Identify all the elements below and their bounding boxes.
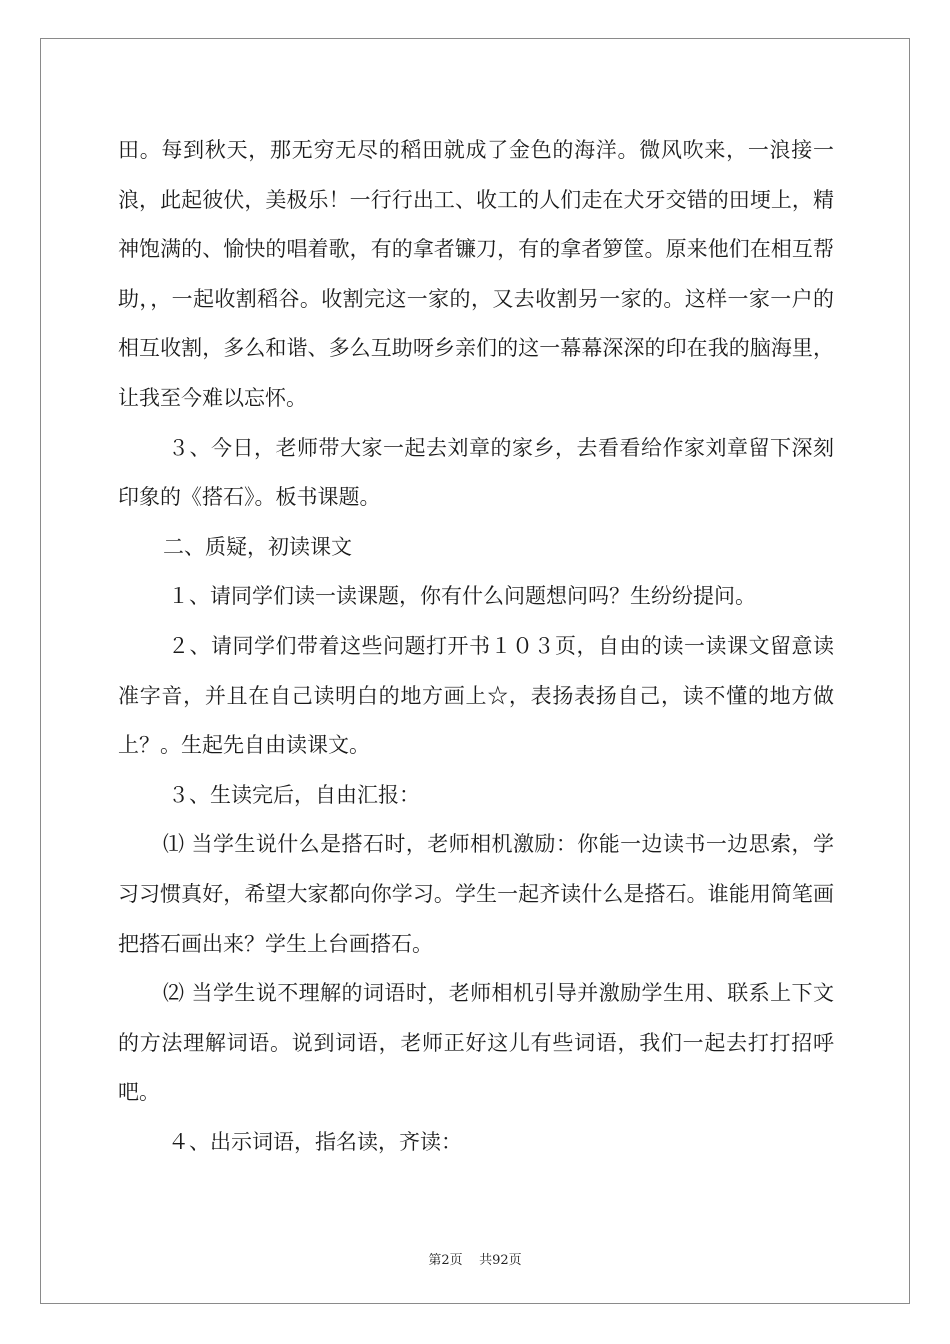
page-number: 第2页 <box>428 1253 463 1268</box>
paragraph-3: １、请同学们读一读课题，你有什么问题想问吗？生纷纷提问。 <box>168 584 756 609</box>
section-heading: 二、质疑，初读课文 <box>163 534 352 559</box>
paragraph-4: ２、请同学们带着这些问题打开书１０３页，自由的读一读课文留意读准字音，并且在自己读明白的地方画上☆，表扬表扬自己，读不懂的地方做上？。生起先自由读课文。 <box>118 633 834 758</box>
paragraph-6: ⑴ 当学生说什么是搭石时，老师相机激励：你能一边读书一边思索，学习习惯真好，希望大家都向你学习。学生一起齐读什么是搭石。谁能用简笔画把搭石画出来？学生上台画搭石。 <box>118 832 834 956</box>
paragraph-5: ３、生读完后，自由汇报： <box>168 782 420 807</box>
paragraph-7: ⑵ 当学生说不理解的词语时，老师相机引导并激励学生用、联系上下文的方法理解词语。说到词语，老师正好这儿有些词语，我们一起去打打招呼吧。 <box>118 981 834 1105</box>
page-footer <box>0 1249 950 1268</box>
paragraph-1: 田。每到秋天，那无穷无尽的稻田就成了金色的海洋。微风吹来，一浪接一浪，此起彼伏，美极乐！一行行出工、收工的人们走在犬牙交错的田埂上，精神饱满的、愉快的唱着歌，有的拿者镰刀，有的拿者箩筐。原来他们在相互帮助，，一起收割稻谷。收割完这一家的，又去收割另一家的。这样一家一户的相互收割，多么和谐、多么互助呀乡亲们的这一幕幕深深的印在我的脑海里，让我至今难以忘怀。 <box>118 138 834 410</box>
document-body <box>118 126 834 1167</box>
paragraph-8: ４、出示词语，指名读，齐读： <box>168 1129 462 1154</box>
paragraph-2: ３、今日，老师带大家一起去刘章的家乡，去看看给作家刘章留下深刻印象的《搭石》。板书课题。 <box>118 435 834 510</box>
total-pages: 共92页 <box>479 1253 522 1268</box>
